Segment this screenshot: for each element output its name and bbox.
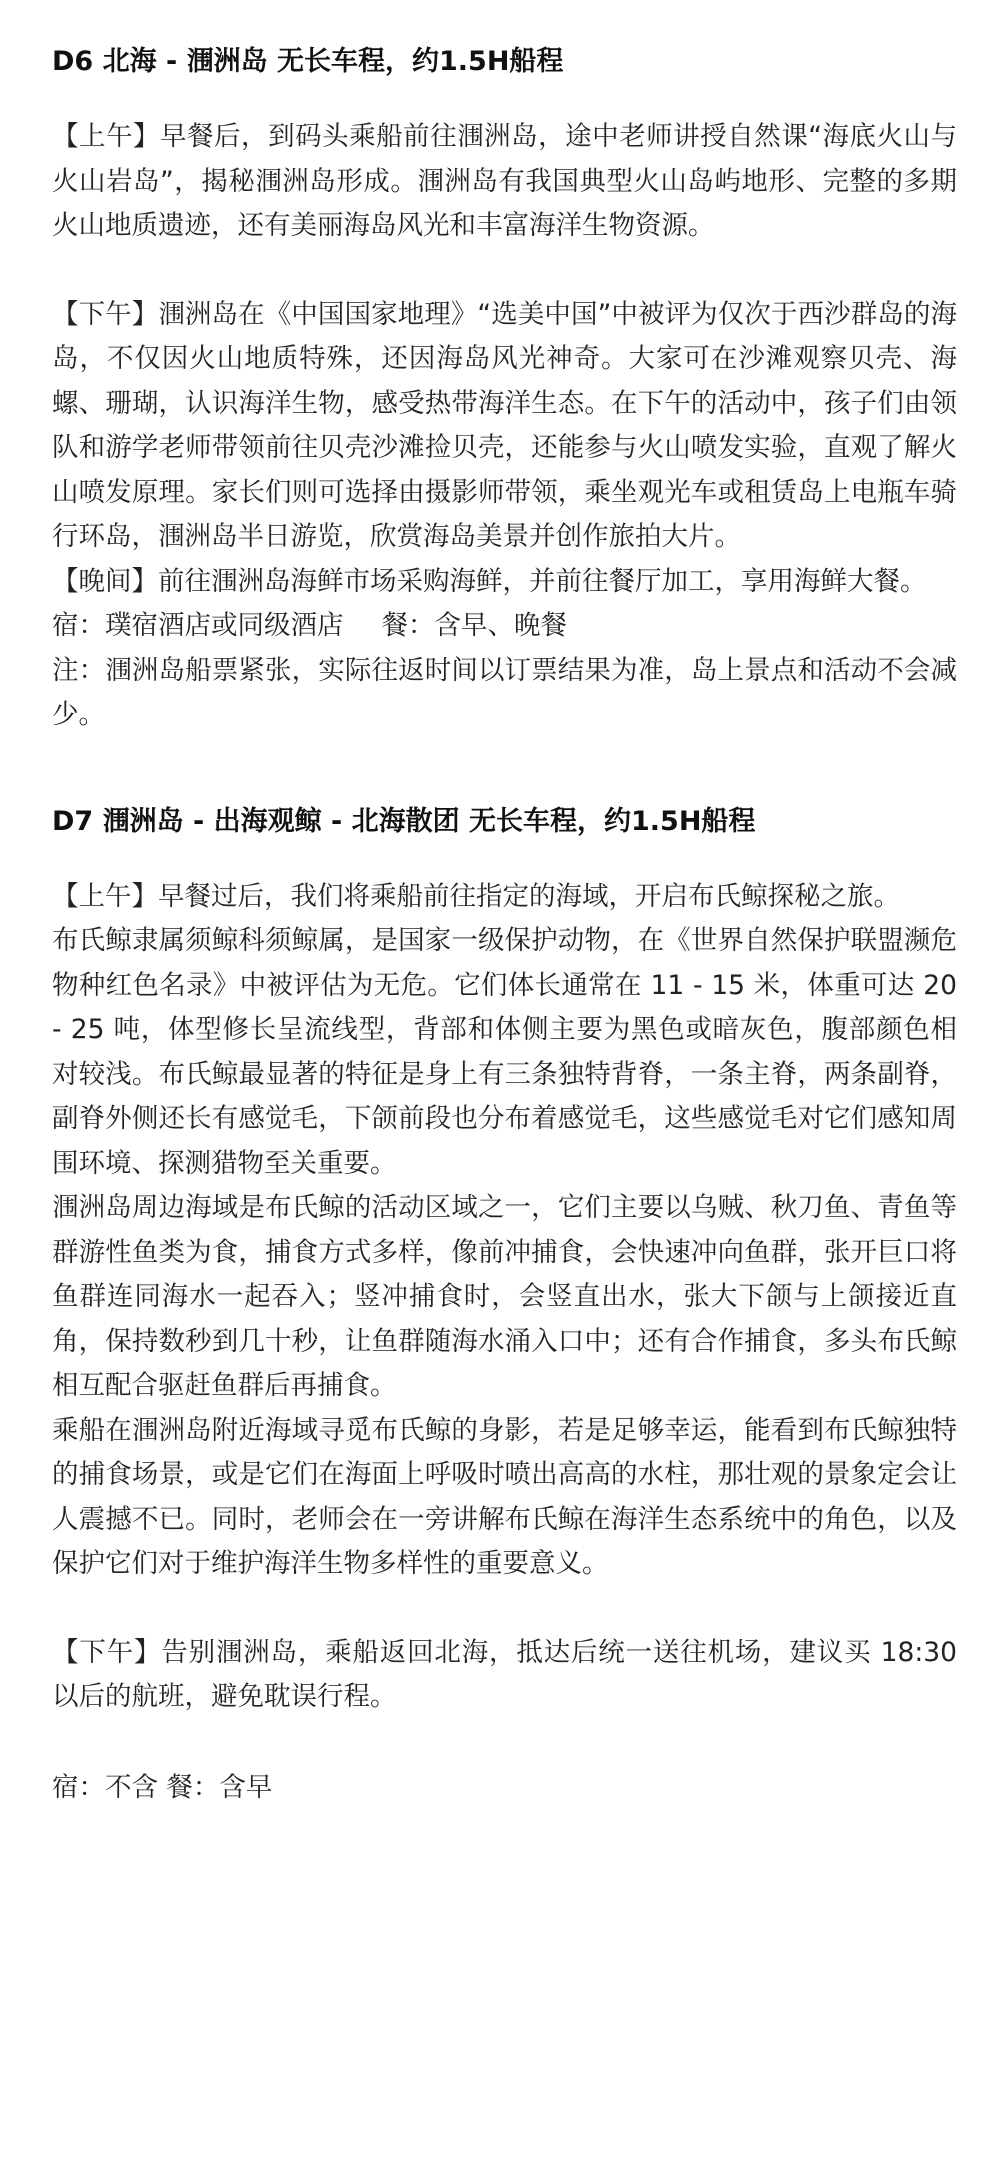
- day-7-lodging-meals: 宿：不含 餐：含早: [52, 1771, 273, 1803]
- day-7-section: [52, 804, 957, 1811]
- day-7-whale-intro: 布氏鲸隶属须鲸科须鲸属，是国家一级保护动物，在《世界自然保护联盟濒危物种红色名录》中被评估为无危。它们体长通常在 11 - 15 米，体重可达 20 - 25 吨，体型修长呈流线型，背部和体侧主要为黑色或暗灰色，腹部颜色相对较浅。布氏鲸最显著的特征是身上有三条独特背脊，一条主脊，两条副脊，副脊外侧还长有感觉毛，下颌前段也分布着感觉毛，这些感觉毛对它们感知周围环境、探测猎物至关重要。: [52, 925, 957, 1179]
- day-6-section: [52, 44, 957, 738]
- day-7-whale-watch: 乘船在涠洲岛附近海域寻觅布氏鲸的身影，若是足够幸运，能看到布氏鲸独特的捕食场景，或是它们在海面上呼吸时喷出高高的水柱，那壮观的景象定会让人震撼不已。同时，老师会在一旁讲解布氏鲸在海洋生态系统中的角色，以及保护它们对于维护海洋生物多样性的重要意义。: [52, 1414, 957, 1580]
- day-6-morning: 【上午】早餐后，到码头乘船前往涠洲岛，途中老师讲授自然课“海底火山与火山岩岛”，揭秘涠洲岛形成。涠洲岛有我国典型火山岛屿地形、完整的多期火山地质遗迹，还有美丽海岛风光和丰富海洋生物资源。: [52, 121, 957, 242]
- day-6-lodging: 宿：璞宿酒店或同级酒店: [52, 610, 344, 642]
- day-7-heading: D7 涠洲岛 - 出海观鲸 - 北海散团 无长车程，约1.5H船程: [52, 805, 756, 837]
- day-7-morning: 【上午】早餐过后，我们将乘船前往指定的海域，开启布氏鲸探秘之旅。: [52, 880, 900, 912]
- day-6-afternoon: 【下午】涠洲岛在《中国国家地理》“选美中国”中被评为仅次于西沙群岛的海岛，不仅因火山地质特殊，还因海岛风光神奇。大家可在沙滩观察贝壳、海螺、珊瑚，认识海洋生物，感受热带海洋生态。在下午的活动中，孩子们由领队和游学老师带领前往贝壳沙滩捡贝壳，还能参与火山喷发实验，直观了解火山喷发原理。家长们则可选择由摄影师带领，乘坐观光车或租赁岛上电瓶车骑行环岛，涠洲岛半日游览，欣赏海岛美景并创作旅拍大片。: [52, 298, 957, 553]
- day-6-note: 注：涠洲岛船票紧张，实际往返时间以订票结果为准，岛上景点和活动不会减少。: [52, 654, 957, 731]
- day-7-whale-feeding: 涠洲岛周边海域是布氏鲸的活动区域之一，它们主要以乌贼、秋刀鱼、青鱼等群游性鱼类为食，捕食方式多样，像前冲捕食，会快速冲向鱼群，张开巨口将鱼群连同海水一起吞入；竖冲捕食时，会竖直出水，张大下颌与上颌接近直角，保持数秒到几十秒，让鱼群随海水涌入口中；还有合作捕食，多头布氏鲸相互配合驱赶鱼群后再捕食。: [52, 1192, 957, 1402]
- day-6-heading: D6 北海 - 涠洲岛 无长车程，约1.5H船程: [52, 46, 564, 77]
- day-6-evening: 【晚间】前往涠洲岛海鲜市场采购海鲜，并前往餐厅加工，享用海鲜大餐。: [52, 565, 927, 597]
- day-6-lodging-meals: [52, 604, 957, 649]
- day-6-meals: 餐：含早、晚餐: [381, 610, 567, 642]
- day-7-afternoon: 【下午】告别涠洲岛，乘船返回北海，抵达后统一送往机场，建议买 18:30 以后的航班，避免耽误行程。: [52, 1636, 957, 1713]
